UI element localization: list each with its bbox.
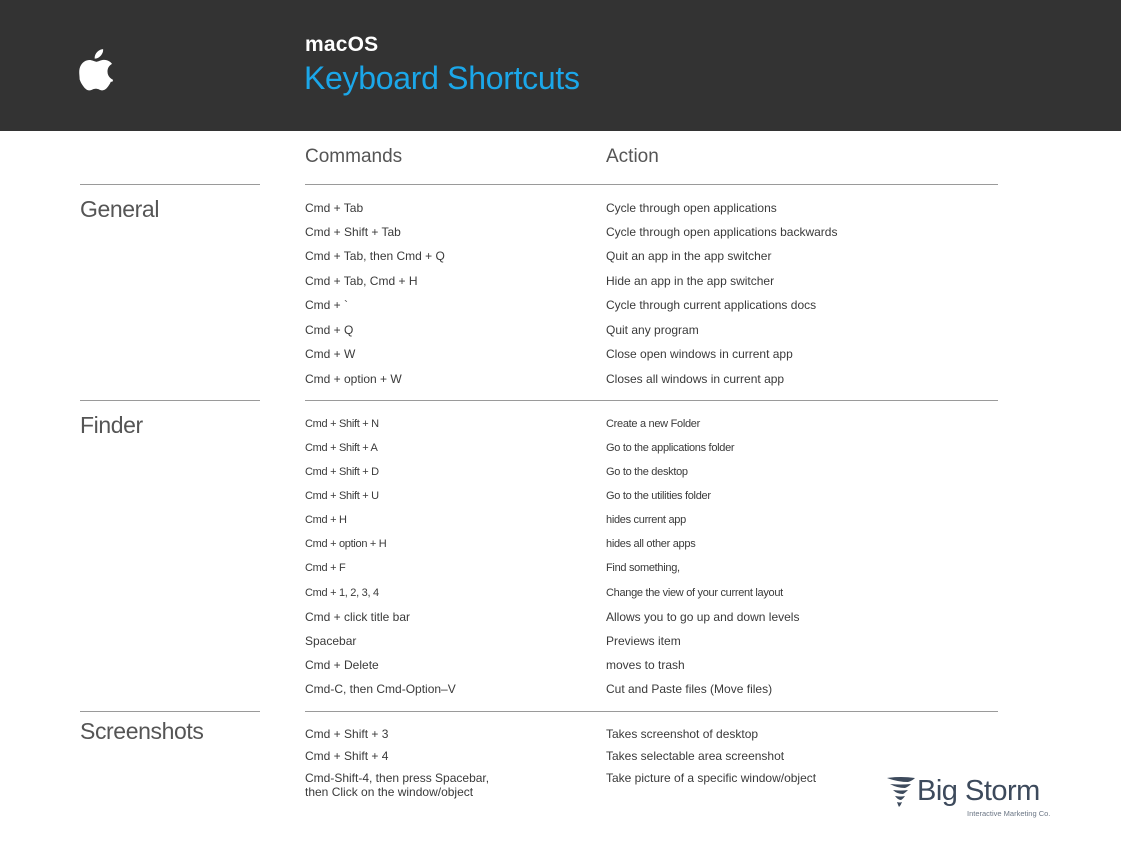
- command-cell: Cmd + Shift + N: [305, 418, 379, 430]
- command-cell: Cmd + Tab, Cmd + H: [305, 274, 418, 288]
- command-cell: Cmd + Tab, then Cmd + Q: [305, 249, 445, 263]
- action-cell: Takes screenshot of desktop: [606, 727, 759, 741]
- command-cell: Cmd-Shift-4, then press Spacebar,: [305, 771, 490, 785]
- action-cell: Hide an app in the app switcher: [606, 274, 775, 288]
- section-title-general: General: [80, 196, 160, 222]
- action-cell: Create a new Folder: [606, 418, 700, 430]
- column-header-action: Action: [606, 146, 659, 167]
- header-bar: [0, 0, 1121, 131]
- action-cell: Cut and Paste files (Move files): [606, 682, 773, 696]
- action-cell: Quit any program: [606, 323, 699, 337]
- command-cell-continued: then Click on the window/object: [305, 785, 474, 799]
- command-cell: Cmd + W: [305, 347, 356, 361]
- action-cell: Closes all windows in current app: [606, 372, 785, 386]
- command-cell: Cmd + option + W: [305, 372, 402, 386]
- command-cell: Cmd + H: [305, 514, 347, 526]
- command-cell: Cmd + option + H: [305, 538, 387, 550]
- command-cell: Cmd + F: [305, 562, 346, 574]
- action-cell: Cycle through open applications: [606, 201, 777, 215]
- brand-name: Big Storm: [917, 775, 1040, 807]
- command-cell: Cmd + click title bar: [305, 610, 411, 624]
- action-cell: Close open windows in current app: [606, 347, 793, 361]
- section-divider-left: [80, 711, 260, 712]
- apple-logo-icon: [79, 48, 115, 92]
- section-divider: [305, 711, 998, 712]
- action-cell: hides current app: [606, 514, 686, 526]
- brand-logo: [886, 774, 1066, 824]
- command-cell: Cmd-C, then Cmd-Option–V: [305, 682, 456, 696]
- section-divider: [305, 400, 998, 401]
- section-title-finder: Finder: [80, 412, 143, 438]
- brand-tagline: Interactive Marketing Co.: [967, 809, 1051, 818]
- action-cell: hides all other apps: [606, 538, 696, 550]
- action-cell: Go to the desktop: [606, 466, 688, 478]
- command-cell: Spacebar: [305, 634, 357, 648]
- action-cell: Change the view of your current layout: [606, 587, 783, 599]
- header-subtitle: macOS: [305, 33, 379, 56]
- section-divider-left: [80, 400, 260, 401]
- action-cell: Allows you to go up and down levels: [606, 610, 800, 624]
- tornado-icon: [886, 776, 916, 808]
- action-cell: Find something,: [606, 562, 680, 574]
- action-cell: Take picture of a specific window/object: [606, 771, 817, 785]
- action-cell: Previews item: [606, 634, 681, 648]
- command-cell: Cmd + Tab: [305, 201, 364, 215]
- action-cell: Cycle through current applications docs: [606, 298, 817, 312]
- page-title: Keyboard Shortcuts: [304, 60, 580, 96]
- command-cell: Cmd + Shift + U: [305, 490, 379, 502]
- command-cell: Cmd + Shift + D: [305, 466, 379, 478]
- section-divider-left: [80, 184, 260, 185]
- command-cell: Cmd + Shift + 4: [305, 749, 389, 763]
- command-cell: Cmd + 1, 2, 3, 4: [305, 587, 379, 599]
- command-cell: Cmd + Q: [305, 323, 354, 337]
- command-cell: Cmd + Shift + A: [305, 442, 378, 454]
- column-header-commands: Commands: [305, 146, 403, 167]
- section-title-screenshots: Screenshots: [80, 718, 204, 744]
- command-cell: Cmd + Shift + Tab: [305, 225, 401, 239]
- action-cell: Go to the utilities folder: [606, 490, 711, 502]
- command-cell: Cmd + `: [305, 298, 349, 312]
- command-cell: Cmd + Delete: [305, 658, 379, 672]
- section-divider: [305, 184, 998, 185]
- action-cell: Go to the applications folder: [606, 442, 735, 454]
- action-cell: Cycle through open applications backwards: [606, 225, 838, 239]
- action-cell: Quit an app in the app switcher: [606, 249, 772, 263]
- command-cell: Cmd + Shift + 3: [305, 727, 389, 741]
- action-cell: Takes selectable area screenshot: [606, 749, 785, 763]
- action-cell: moves to trash: [606, 658, 685, 672]
